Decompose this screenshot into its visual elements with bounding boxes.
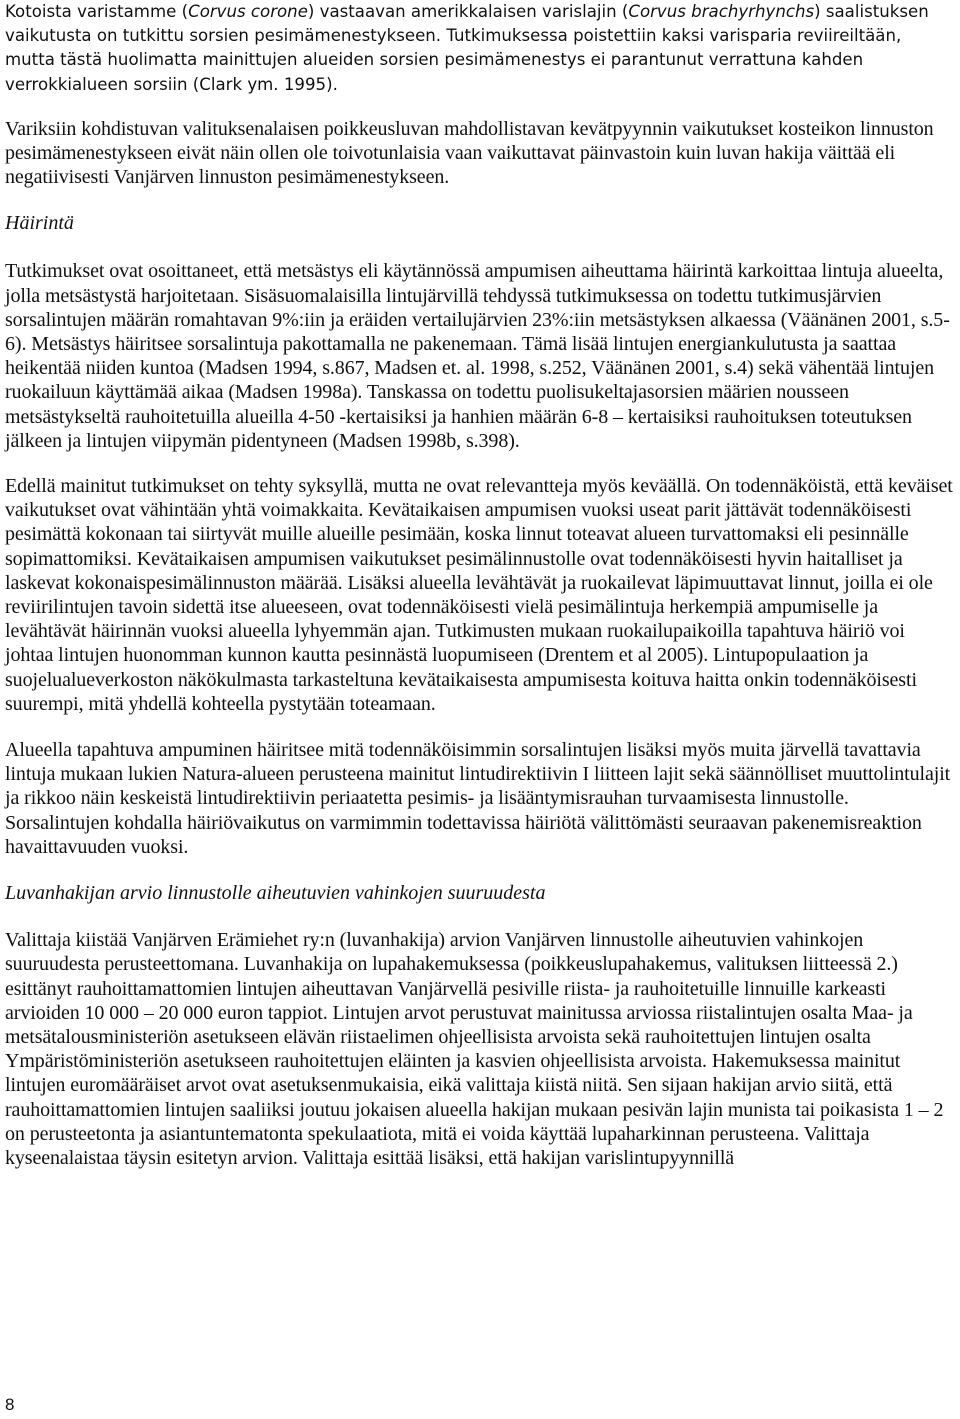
heading-damage-assessment: Luvanhakijan arvio linnustolle aiheutuvien vahinkojen suuruudesta [5,882,546,905]
intro-paragraph [5,0,953,97]
intro-text-1: Kotoista varistamme ( [5,2,189,21]
intro-text-3: ) saalistuksen vaikutusta on tutkittu sorsien pesimämenestykseen. Tutkimuksessa poistettiin kaksi varisparia reviireiltään, mutta tästä huolimatta mainittujen alueiden sorsien pesimämenestys ei parantunut verrattuna kahden verrokkialueen sorsiin (Clark ym. 1995). [5,2,929,94]
document-page [5,0,953,1170]
intro-text-2: ) vastaavan amerikkalaisen varislajin ( [307,2,629,21]
paragraph-spring-hunting-effects: Variksiin kohdistuvan valituksenalaisen poikkeusluvan mahdollistavan kevätpyynnin vaikutukset kosteikon linnuston pesimämenestykseen eivät näin ollen ole toivotunlaisia vaan vaikuttavat päinvastoin kuin luvan hakija väittää eli negatiivisesti Vanjärven linnuston pesimämenestykseen. [5,117,934,189]
paragraph-hunting-disturbance: Tutkimukset ovat osoittaneet, että metsästys eli käytännössä ampumisen aiheuttama häirintä karkoittaa lintuja alueelta, jolla metsästystä harjoitetaan. Sisäsuomalaisilla lintujärvillä tehdyssä tutkimuksessa on todettu tutkimusjärvien sorsalintujen määrän romahtavan 9%:iin ja eräiden vertailujärvien 23%:iin metsästyksen alkaessa (Väänänen 2001, s.5-6). Metsästys häiritsee sorsalintuja pakottamalla ne pakenemaan. Tämä lisää lintujen energiankulutusta ja saattaa heikentää niiden kuntoa (Madsen 1994, s.867, Madsen et. al. 1998, s.252, Väänänen 2001, s.4) sekä vähentää lintujen ruokailuun käyttämää aikaa (Madsen 1998a). Tanskassa on todettu puolisukeltajasorsien määrien nousseen metsästykseltä rauhoitetuilla alueilla 4-50 -kertaisiksi ja hanhien määrän 6-8 – kertaisiksi rauhoituksen toteutuksen jälkeen ja lintujen viipymän pidentyneen (Madsen 1998b, s.398). [5,260,950,452]
heading-disturbance: Häirintä [5,212,74,235]
species-name-corvus-brachyrhynchs: Corvus brachyrhynchs [628,2,815,21]
species-name-corvus-corone: Corvus corone [188,2,308,21]
paragraph-appellant-dispute: Valittaja kiistää Vanjärven Erämiehet ry:n (luvanhakija) arvion Vanjärven linnustolle aiheutuvien vahinkojen suuruudesta perusteettomana. Luvanhakija on lupahakemuksessa (poikkeuslupahakemus, valituksen liitteessä 2.) esittänyt rauhoittamattomien lintujen aiheuttavan Vanjärvellä pesiville riista- ja rauhoitetuille linnuille karkeasti arvioiden 10 000 – 20 000 euron tappiot. Lintujen arvot perustuvat mainitussa arviossa riistalintujen osalta Maa- ja metsätalousministeriön asetukseen elävän riistaelimen ohjeellisista arvoista sekä rauhoitettujen lintujen osalta Ympäristöministeriön asetukseen rauhoitettujen eläinten ja kasvien ohjeellisista arvoista. Hakemuksessa mainitut lintujen euromääräiset arvot ovat asetuksenmukaisia, eikä valittaja kiistä niitä. Sen sijaan hakijan arvio siitä, että rauhoittamattomien lintujen saaliiksi joutuu jokaisen alueella hakijan mukaan pesivän lajin munista tai poikasista 1 – 2 on perusteetonta ja asiantuntematonta spekulaatiota, mitä ei voida käyttää lupaharkinnan perusteena. Valittaja kyseenalaistaa täysin esitetyn arvion. Valittaja esittää lisäksi, että hakijan varislintupyynnillä [5,929,944,1169]
paragraph-spring-studies: Edellä mainitut tutkimukset on tehty syksyllä, mutta ne ovat relevantteja myös keväällä. On todennäköistä, että keväiset vaikutukset ovat vähintään yhtä voimakkaita. Kevätaikaisen ampumisen vuoksi useat parit jättävät todennäköisesti pesimättä kokonaan tai siirtyvät muille alueille pesimään, koska linnut toteavat alueen turvattomaksi eli pesinnälle sopimattomiksi. Kevätaikaisen ampumisen vaikutukset pesimälinnustolle ovat todennäköisesti hyvin haitalliset ja laskevat kokonaispesimälinnuston määrää. Lisäksi alueella levähtävät ja ruokailevat läpimuuttavat linnut, joilla ei ole reviirilintujen tavoin sidettä itse alueeseen, ovat todennäköisesti vielä pesimälintuja herkempiä ampumiselle ja levähtävät häirinnän vuoksi alueella lyhyemmän ajan. Tutkimusten mukaan ruokailupaikoilla tapahtuva häiriö voi johtaa lintujen huonomman kunnon kautta pesinnästä luopumiseen (Drentem et al 2005). Lintupopulaation ja suojelualueverkoston näkökulmasta tarkasteltuna kevätaikaisesta ampumisesta koituva haitta onkin todennäköisesti suurempi, mitä yhdellä kohteella pystytään toteamaan. [5,475,953,715]
paragraph-natura-birds: Alueella tapahtuva ampuminen häiritsee mitä todennäköisimmin sorsalintujen lisäksi myös muita järvellä tavattavia lintuja mukaan lukien Natura-alueen perusteena mainitut lintudirektiivin I liitteen lajit sekä säännölliset muuttolintulajit ja rikkoo näin keskeistä lintudirektiivin periaatetta pesimis- ja lisääntymisrauhan turvaamisesta linnustolle. Sorsalintujen kohdalla häiriövaikutus on varmimmin todettavissa häiriötä välittömästi seuraavan pakenemisreaktion havaittavuuden vuoksi. [5,739,951,858]
page-number: 8 [5,1395,15,1414]
